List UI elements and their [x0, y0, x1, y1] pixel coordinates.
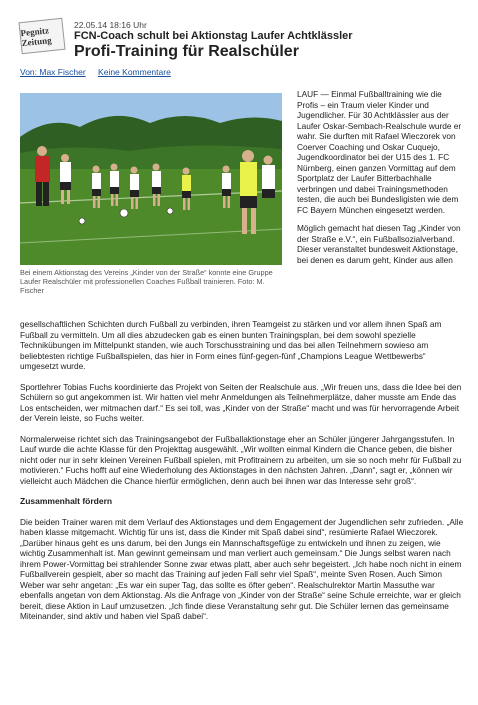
- comments-link[interactable]: Keine Kommentare: [98, 67, 171, 77]
- article-meta: [20, 67, 181, 77]
- article-body: [20, 319, 465, 632]
- body-paragraph-2: Sportlehrer Tobias Fuchs koordinierte das Projekt von Seiten der Realschule aus. „Wir freuen uns, dass die Idee bei den Schülern so gut angekommen ist. Wir hatten viel mehr Anmeldungen als Teilnehmerplätze, daher musste am Ende das Los entscheiden, wer mitmachen darf.“ Es sei toll, was „Kinder von der Straße“ macht und was für hervorragende Arbeit der Verein leiste, so Fuchs weiter.: [20, 381, 462, 423]
- section-heading: Zusammenhalt fördern: [20, 496, 113, 506]
- body-paragraph-4: Die beiden Trainer waren mit dem Verlauf des Aktionstages und dem Engagement der Jugendlichen sehr zufrieden. „Alle haben klasse mitgemacht. Wichtig für uns ist, dass die Kinder mit Spaß dabei sind“, resümierte Rafael Wieczorek. „Darüber hinaus geht es uns darum, bei den Jungs ein Mannschaftsgefüge zu entwickeln und ihnen zu zeigen, wie wichtig Zusammenhalt ist. Man gewinnt gemeinsam und man verliert auch gemeinsam.“ Die Jungs selbst waren nach ihrem Power-Vormittag bei strahlender Sonne zwar etwas platt, aber auch sehr begeistert. „Ich habe noch nicht in einem Fußballverein gespielt, aber so macht das Training auf jeden Fall sehr viel Spaß“, meinte Sven Rosen. Auch Simon Weber war sehr angetan: „Es war ein super Tag, das sollte es öfter geben“. Realschulrektor Martin Massuthe war ebenfalls angetan von dem Aktionstag. Als die Anfrage von „Kinder von der Straße“ seine Schule erreichte, war er gleich bereit, diese Aktion in Lauf umzusetzen. „Ich finde diese Veranstaltung sehr gut. Die Schüler lernen das gemeinsame Miteinander, sind aktiv und haben viel Spaß dabei“.: [20, 516, 464, 621]
- article-date: 22.05.14 18:16 Uhr: [74, 20, 147, 30]
- article-kicker: FCN-Coach schult bei Aktionstag Laufer Achtklässler: [74, 30, 353, 42]
- photo-caption: Bei einem Aktionstag des Vereins „Kinder von der Straße“ konnte eine Gruppe Laufer Realschüler mit professionellen Coaches Fußball trainieren. Foto: M. Fischer: [20, 268, 273, 295]
- article-intro-column: [297, 89, 465, 273]
- football-training-image: [20, 93, 282, 265]
- author-link[interactable]: Von: Max Fischer: [20, 67, 86, 77]
- article-photo: [20, 93, 282, 265]
- body-paragraph-1: gesellschaftlichen Schichten durch Fußball zu verbinden, ihren Teamgeist zu stärken und vor allem ihnen Spaß am Fußball zu vermitteln. Um all dies abzudecken gab es einen bunten Trainingsplan, bei dem sowohl spezielle Technikübungen im Mittelpunkt standen, wie auch Torschusstraining und das bei allen Teilnehmern sowieso am beliebtesten richtige Fußballspielen, das hier in Form eines fünf-gegen-fünf „Champions League Wettbewerbs“ umgesetzt wurde.: [20, 319, 442, 371]
- logo-text: Pegnitz Zeitung: [20, 25, 53, 49]
- intro-paragraph-1: LAUF — Einmal Fußballtraining wie die Profis – ein Traum vieler Kinder und Jugendlicher. Für 30 Achtklässler aus der Laufer Oskar-Sembach-Realschule wurde er wahr. Sie durften mit Rafael Wieczorek von Coerver Coaching und Oskar Cuquejo, Jugendkoordinator bei der U15 des 1. FC Nürnberg, einen ganzen Vormittag auf dem Sportplatz der Laufer Bitterbachhalle verbringen und dabei Trainingsmethoden testen, die auch bei Bundesligisten wie dem FC Bayern München eingesetzt werden.: [297, 89, 462, 215]
- newspaper-logo: [18, 18, 65, 54]
- intro-paragraph-2: Möglich gemacht hat diesen Tag „Kinder von der Straße e.V.“, ein Fußballsozialverband. Dieser veranstaltet bundesweit Aktionstage, bei denen es darum geht, Kinder aus allen: [297, 223, 461, 265]
- body-paragraph-3: Normalerweise richtet sich das Trainingsangebot der Fußballaktionstage eher an Schüler jüngerer Jahrgangsstufen. In Lauf wurde die achte Klasse für den Projekttag ausgewählt. „Wir wollten einmal Kindern die Chance geben, die bisher nicht oder nur in sehr kleinen Vereinen Fußball spielen, mit Profitrainern zu arbeiten, um sie so noch mehr für Fußball zu motivieren.“ Fuchs hofft auf eine Wiederholung des Aktionstages in den nächsten Jahren. „Dann“, sagt er, „können wir vielleicht auch Mädchen die Chance hierfür ermöglichen, denn auch bei ihnen war das Interesse sehr groß“.: [20, 433, 462, 486]
- article-headline: Profi-Training für Realschüler: [74, 43, 299, 60]
